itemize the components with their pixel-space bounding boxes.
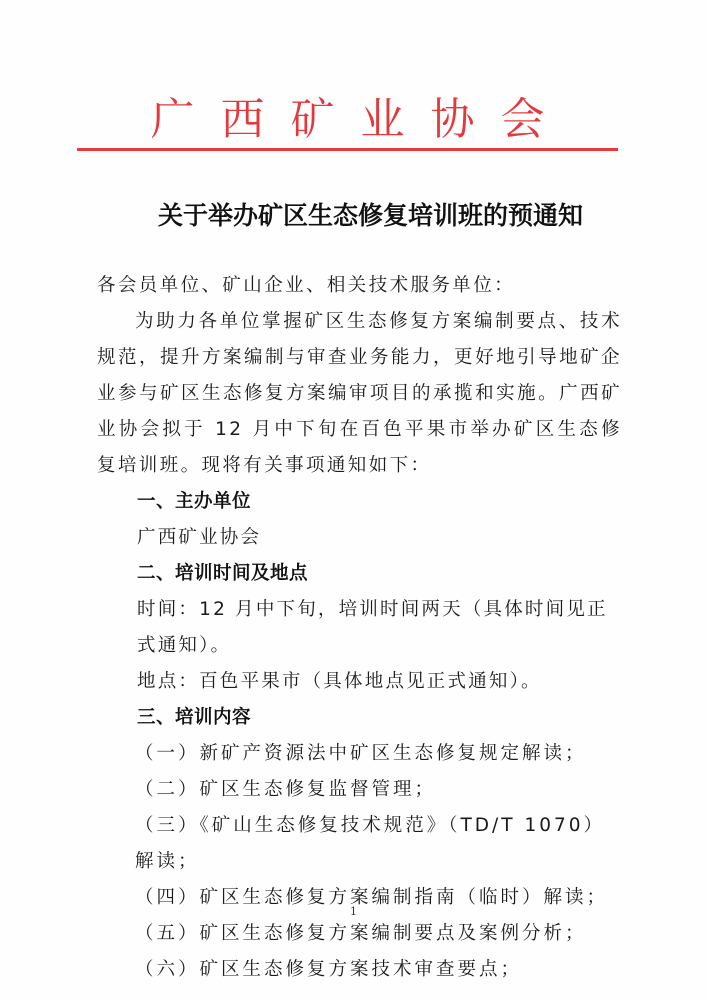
organizer-name: 广西矿业协会 xyxy=(137,527,262,548)
letterhead-red-rule xyxy=(77,148,618,151)
training-time: 时间：12 月中下旬，培训时间两天（具体时间见正式通知）。 xyxy=(137,599,608,656)
content-item: （四）矿区生态修复方案编制指南（临时）解读； xyxy=(135,887,609,908)
page-number: 1 xyxy=(350,905,357,918)
content-item: （六）矿区生态修复方案技术审查要点； xyxy=(135,959,523,980)
document-body xyxy=(97,268,622,988)
salutation: 各会员单位、矿山企业、相关技术服务单位： xyxy=(97,275,516,296)
intro-paragraph: 为助力各单位掌握矿区生态修复方案编制要点、技术规范，提升方案编制与审查业务能力，更好地引导地矿企业参与矿区生态修复方案编审项目的承揽和实施。广西矿业协会拟于 12 月中下旬在百色平果市举办矿区生态修复培训班。现将有关事项通知如下： xyxy=(97,311,622,476)
letterhead-org-name: 广西矿业协会 xyxy=(150,94,571,145)
content-item: （二）矿区生态修复监督管理； xyxy=(135,779,437,800)
content-item: （一）新矿产资源法中矿区生态修复规定解读； xyxy=(135,743,587,764)
content-item: （五）矿区生态修复方案编制要点及案例分析； xyxy=(135,923,587,944)
section-heading-organizer: 一、主办单位 xyxy=(137,491,252,512)
document-title: 关于举办矿区生态修复培训班的预通知 xyxy=(157,201,583,230)
section-heading-content: 三、培训内容 xyxy=(137,707,252,728)
content-item: （三）《矿山生态修复技术规范》（TD/T 1070）解读； xyxy=(135,815,606,872)
section-heading-time-place: 二、培训时间及地点 xyxy=(137,563,309,584)
training-place: 地点：百色平果市（具体地点见正式通知）。 xyxy=(137,671,542,692)
